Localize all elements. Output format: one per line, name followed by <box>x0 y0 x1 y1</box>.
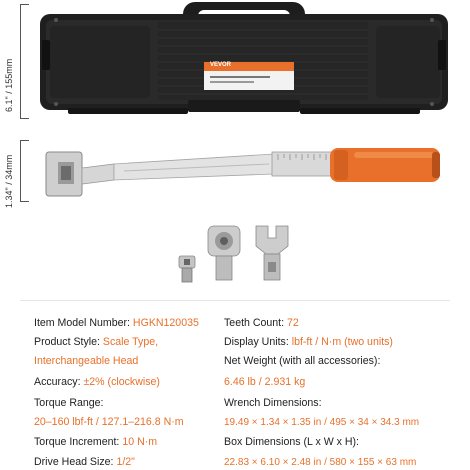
spec-product-style: Product Style: Scale Type, <box>34 336 159 348</box>
case-label-brand: VEVOR <box>210 62 232 68</box>
spec-net-weight: Net Weight (with all accessories): <box>224 355 381 367</box>
spec-accuracy: Accuracy: ±2% (clockwise) <box>34 376 160 388</box>
case-height-dimension-line <box>20 4 29 119</box>
open-wrench-head-accessory <box>252 222 292 284</box>
spec-torque-range: Torque Range: <box>34 397 104 409</box>
spec-wrench-dimensions-value: 19.49 × 1.34 × 1.35 in / 495 × 34 × 34.3 mm <box>224 417 420 428</box>
spec-model-number: Item Model Number: HGKN120035 <box>34 317 199 329</box>
carrying-case <box>38 0 450 122</box>
spec-teeth-count: Teeth Count: 72 <box>224 317 299 329</box>
spec-torque-increment: Torque Increment: 10 N·m <box>34 436 158 448</box>
wrench-height-dimension-line <box>20 140 29 202</box>
spec-torque-range-value: 20–160 lbf-ft / 127.1–216.8 N·m <box>34 416 184 428</box>
spec-product-style-cont: Interchangeable Head <box>34 355 139 367</box>
torque-wrench <box>44 140 444 206</box>
spec-box-dimensions-value: 22.83 × 6.10 × 2.48 in / 580 × 155 × 63 mm <box>224 457 417 468</box>
spec-box-dimensions: Box Dimensions (L x W x H): <box>224 436 359 448</box>
case-height-label: 6.1" / 155mm <box>4 58 14 112</box>
wrench-height-label: 1.34" / 34mm <box>4 154 14 208</box>
adapter-accessory <box>176 254 198 284</box>
spec-display-units: Display Units: lbf-ft / N·m (two units) <box>224 336 393 348</box>
spec-net-weight-value: 6.46 lb / 2.931 kg <box>224 376 306 388</box>
spec-drive-head-size: Drive Head Size: 1/2" <box>34 456 135 468</box>
ratchet-head-accessory <box>206 224 242 282</box>
spec-wrench-dimensions: Wrench Dimensions: <box>224 397 322 409</box>
section-divider <box>20 300 450 301</box>
